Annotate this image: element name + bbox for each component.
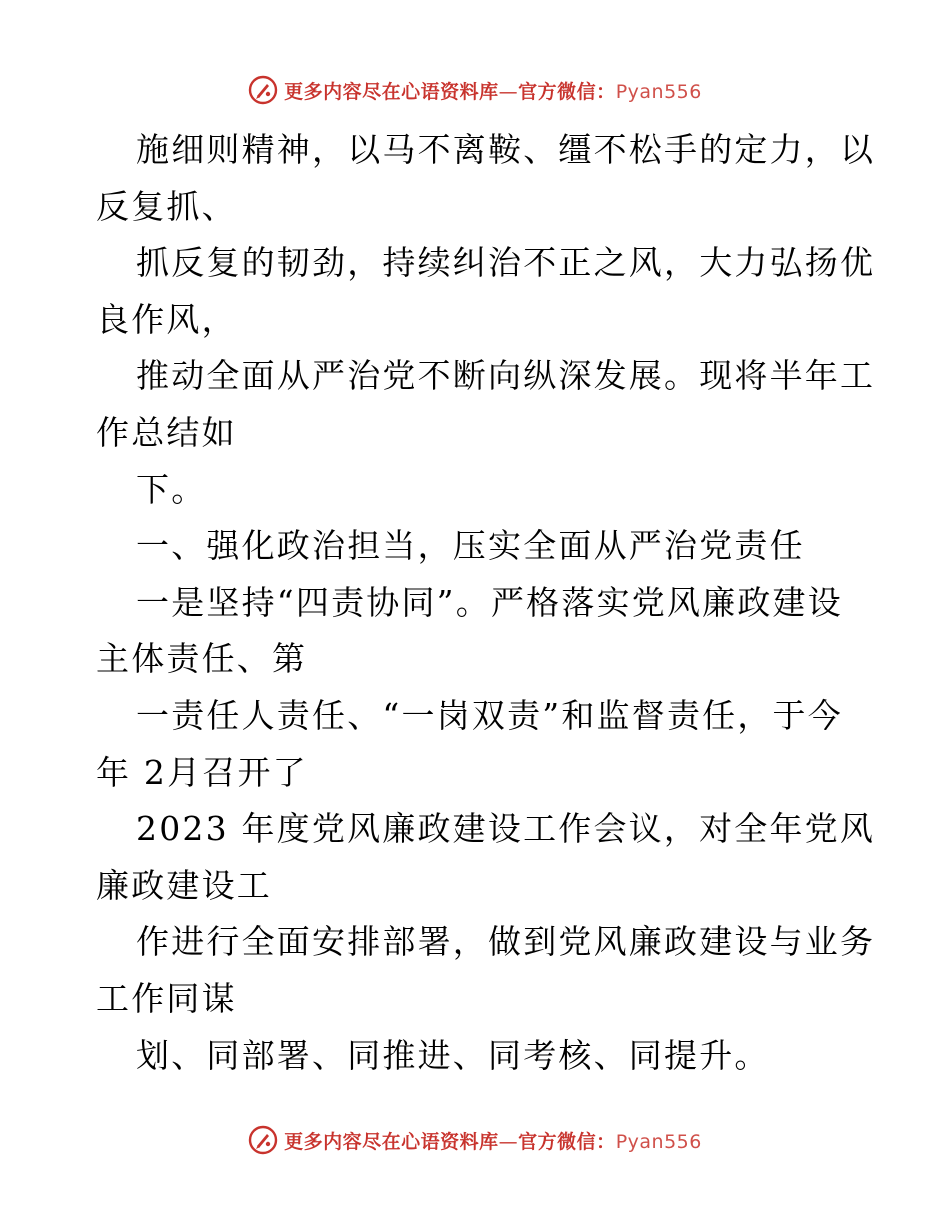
text-line: 施细则精神，以马不离鞍、缰不松手的定力，以 xyxy=(136,130,876,169)
text-line: 作总结如 xyxy=(96,412,237,452)
watermark-text: 更多内容尽在心语资料库—官方微信：Pyan556 xyxy=(284,80,702,103)
quill-seal-icon xyxy=(248,75,278,105)
footer-watermark xyxy=(0,1120,950,1160)
quill-seal-icon xyxy=(248,1125,278,1155)
watermark-text: 更多内容尽在心语资料库—官方微信：Pyan556 xyxy=(284,1130,702,1153)
text-line: 一、强化政治担当，压实全面从严治党责任 xyxy=(136,526,805,566)
text-line: 划、同部署、同推进、同考核、同提升。 xyxy=(136,1035,770,1075)
text-line: 2023 年度党风廉政建设工作会议，对全年党风 xyxy=(136,809,876,849)
text-line: 主体责任、第 xyxy=(96,639,308,679)
text-line: 一是坚持“四责协同”。严格落实党风廉政建设 xyxy=(136,582,843,622)
text-line: 下。 xyxy=(136,469,207,509)
text-line: 推动全面从严治党不断向纵深发展。现将半年工 xyxy=(136,356,876,396)
text-line: 工作同谋 xyxy=(96,978,237,1018)
header-watermark xyxy=(0,70,950,110)
text-line: 良作风， xyxy=(96,299,237,339)
text-line: 廉政建设工 xyxy=(96,865,272,905)
text-line: 抓反复的韧劲，持续纠治不正之风，大力弘扬优 xyxy=(136,243,876,283)
text-line: 反复抓、 xyxy=(96,186,237,226)
document-body xyxy=(96,122,876,1084)
text-line: 作进行全面安排部署，做到党风廉政建设与业务 xyxy=(136,922,876,962)
text-line: 年 2月召开了 xyxy=(96,752,308,792)
text-line: 一责任人责任、“一岗双责”和监督责任，于今 xyxy=(136,695,843,735)
